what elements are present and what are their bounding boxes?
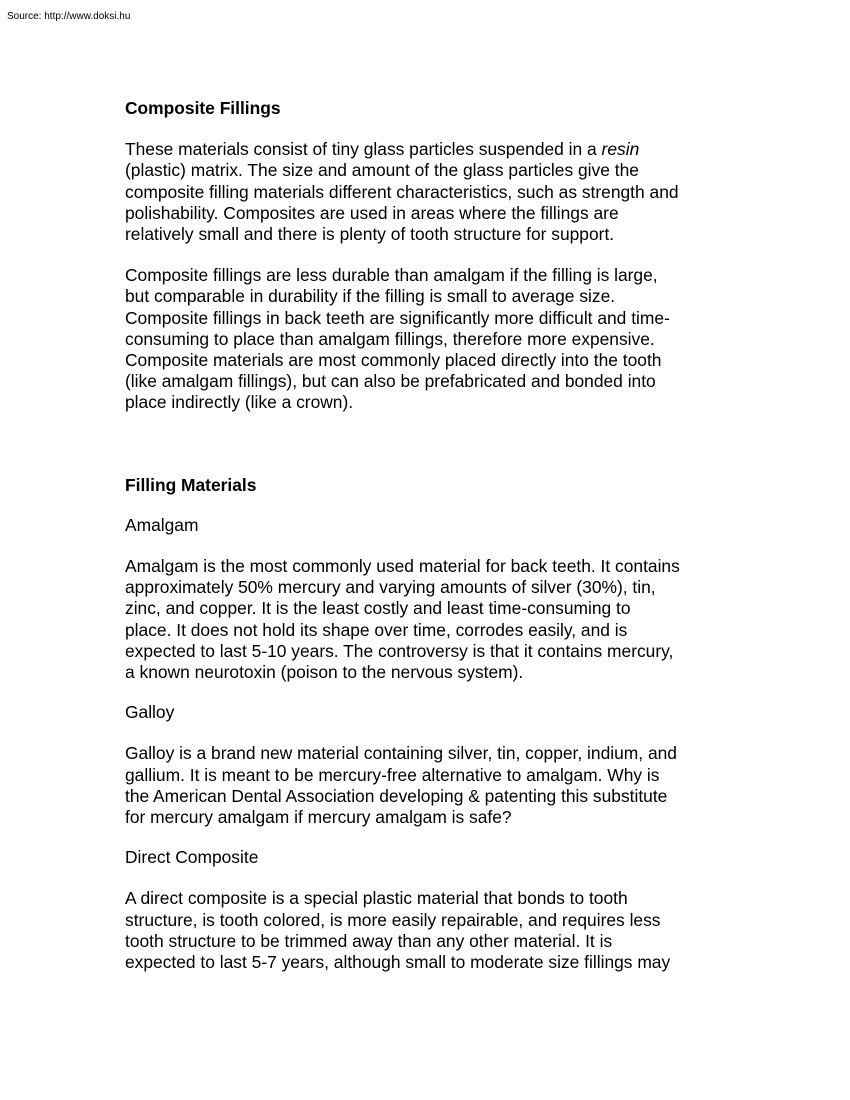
paragraph-line: Composite materials are most commonly placed directly into the tooth xyxy=(125,350,662,371)
subheading-galloy: Galloy xyxy=(125,702,175,723)
paragraph-line xyxy=(125,139,735,160)
paragraph-line: (plastic) matrix. The size and amount of the glass particles give the xyxy=(125,160,639,181)
paragraph-line: zinc, and copper. It is the least costly and least time-consuming to xyxy=(125,598,631,619)
subheading-direct-composite: Direct Composite xyxy=(125,847,259,868)
emphasis-resin: resin xyxy=(601,139,640,160)
paragraph-line: Amalgam is the most commonly used material for back teeth. It contains xyxy=(125,556,680,577)
paragraph-line: A direct composite is a special plastic material that bonds to tooth xyxy=(125,888,628,909)
text-run: These materials consist of tiny glass particles suspended in a xyxy=(125,139,602,160)
paragraph-amalgam xyxy=(125,556,735,683)
document-body xyxy=(125,98,735,973)
paragraph-direct-composite xyxy=(125,888,735,973)
paragraph-line: the American Dental Association developing & patenting this substitute xyxy=(125,785,668,806)
paragraph-line: (like amalgam fillings), but can also be prefabricated and bonded into xyxy=(125,371,656,392)
section-heading-composite-fillings: Composite Fillings xyxy=(125,98,281,118)
paragraph-line: composite filling materials different characteristics, such as strength and xyxy=(125,181,679,202)
paragraph-line: structure, is tooth colored, is more easily repairable, and requires less xyxy=(125,909,661,930)
section-heading-filling-materials: Filling Materials xyxy=(125,474,257,495)
subheading-amalgam: Amalgam xyxy=(125,514,199,535)
paragraph-line: consuming to place than amalgam fillings, therefore more expensive. xyxy=(125,328,655,349)
source-url-text: Source: http://www.doksi.hu xyxy=(7,11,131,22)
paragraph-line: tooth structure to be trimmed away than any other material. It is xyxy=(125,930,613,951)
paragraph-line: place indirectly (like a crown). xyxy=(125,392,354,413)
paragraph-line: expected to last 5-7 years, although small to moderate size fillings may xyxy=(125,952,671,973)
paragraph-composite-intro xyxy=(125,139,735,245)
paragraph-line: for mercury amalgam if mercury amalgam is safe? xyxy=(125,807,512,828)
paragraph-line: polishability. Composites are used in areas where the fillings are xyxy=(125,202,619,223)
paragraph-line: expected to last 5-10 years. The controversy is that it contains mercury, xyxy=(125,640,674,661)
paragraph-line: Composite fillings in back teeth are significantly more difficult and time- xyxy=(125,307,670,328)
paragraph-line: a known neurotoxin (poison to the nervous system). xyxy=(125,662,524,683)
paragraph-line: Galloy is a brand new material containing silver, tin, copper, indium, and xyxy=(125,743,677,764)
paragraph-galloy xyxy=(125,743,735,828)
paragraph-composite-durability xyxy=(125,265,735,413)
paragraph-line: approximately 50% mercury and varying amounts of silver (30%), tin, xyxy=(125,577,656,598)
paragraph-line: place. It does not hold its shape over time, corrodes easily, and is xyxy=(125,619,628,640)
paragraph-line: Composite fillings are less durable than amalgam if the filling is large, xyxy=(125,265,658,286)
paragraph-line: gallium. It is meant to be mercury-free alternative to amalgam. Why is xyxy=(125,764,660,785)
paragraph-line: relatively small and there is plenty of tooth structure for support. xyxy=(125,224,615,245)
paragraph-line: but comparable in durability if the filling is small to average size. xyxy=(125,286,616,307)
